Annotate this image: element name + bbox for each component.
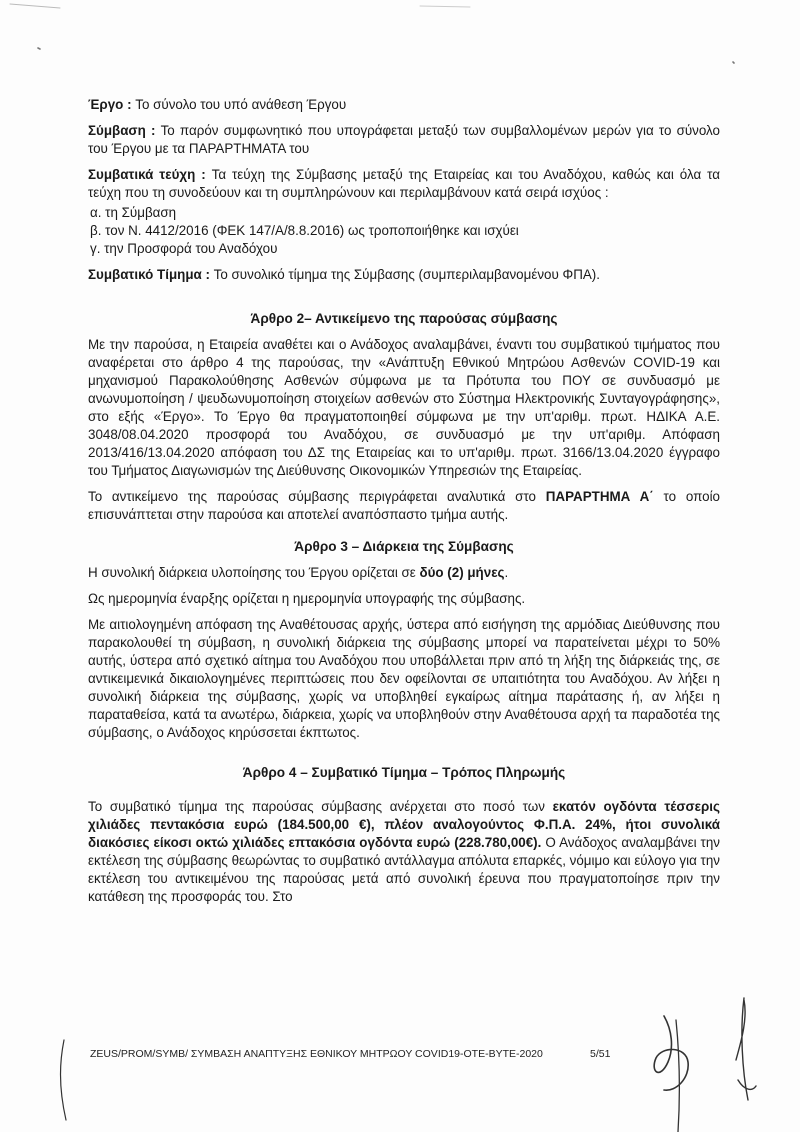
definition-separator: : — [123, 97, 136, 112]
list-item: γ. την Προσφορά του Αναδόχου — [90, 241, 278, 256]
definition-term: Συμβατικά τεύχη — [88, 167, 196, 182]
list-item: β. τον Ν. 4412/2016 (ΦΕΚ 147/Α/8.8.2016) ως τροποποιήθηκε και ισχύει — [90, 223, 519, 238]
contract-price: εκατόν ογδόντα τέσσερις χιλιάδες πεντακόσια ευρώ (184.500,00 €), πλέον αναλογούντος Φ.Π.Α. 24%, ήτοι συνολικά διακόσιες είκοσι οκτώ χιλιάδες επτακόσια ογδόντα ευρώ (228.780,00€). — [88, 799, 720, 850]
page-number: 5/51 — [590, 1048, 611, 1060]
article-3-paragraph-2: Ως ημερομηνία έναρξης ορίζεται η ημερομηνία υπογραφής της σύμβασης. — [88, 591, 526, 606]
annex-reference: ΠΑΡΑΡΤΗΜΑ Α΄ — [545, 489, 654, 504]
document-reference: ZEUS/PROM/SYMB/ ΣΥΜΒΑΣΗ ΑΝΑΠΤΥΞΗΣ ΕΘΝΙΚΟΥ ΜΗΤΡΩΟΥ COVID19-ΟΤΕ-ΒΥΤΕ-2020 — [90, 1048, 543, 1060]
definition-text: Το σύνολο του υπό ανάθεση Έργου — [135, 97, 347, 112]
paragraph-text: . — [504, 565, 509, 580]
article-3-paragraph-3: Με αιτιολογημένη απόφαση της Αναθέτουσας αρχής, ύστερα από εισήγηση της αρμόδιας Διεύθυνσης που παρακολουθεί τη σύμβαση, η συνολική διάρκεια της σύμβασης μπορεί να παρατείνεται μέχρι το 50% αυτής, ύστερα από σχετικό αίτημα του Αναδόχου που υποβάλλεται πριν από τη λήξη της διάρκειάς της, σε αντικειμενικά δικαιολογημένες περιπτώσεις που δεν οφείλονται σε υπαιτιότητα του Αναδόχου. Αν λήξει η συνολική διάρκεια της σύμβασης, χωρίς να υποβληθεί εγκαίρως αίτημα παράτασης ή, αν λήξει η παραταθείσα, κατά τα ανωτέρω, διάρκεια, χωρίς να υποβληθούν στην Αναθέτουσα αρχή τα παραδοτέα της σύμβασης, ο Ανάδοχος κηρύσσεται έκπτωτος. — [88, 617, 720, 740]
definition-text: Το συνολικό τίμημα της Σύμβασης (συμπεριλαμβανομένου ΦΠΑ). — [213, 267, 600, 282]
definition-term: Έργο — [88, 97, 124, 112]
definition-separator: : — [195, 167, 212, 182]
definition-text: Τα τεύχη της Σύμβασης μεταξύ της Εταιρείας και του Αναδόχου, καθώς και όλα τα τεύχη που τη συνοδεύουν και τη συμπληρώνουν και περιλαμβάνουν κατά σειρά ισχύος : — [88, 167, 720, 200]
definition-term: Σύμβαση — [88, 123, 146, 138]
paragraph-text: Ο Ανάδοχος αναλαμβάνει την εκτέλεση της σύμβασης θεωρώντας το συμβατικό αντάλλαγμα απόλυτα επαρκές, νόμιμο και εύλογο για την εκτέλεση του αντικειμένου της παρούσας μετά από συνολική έρευνα που πραγματοποίησε πριν την κατάθεση της προσφοράς του. Στο — [88, 835, 720, 904]
duration-value: δύο (2) μήνες — [419, 565, 505, 580]
article-2-heading: Άρθρο 2– Αντικείμενο της παρούσας σύμβασης — [250, 311, 558, 326]
definition-text: Το παρόν συμφωνητικό που υπογράφεται μεταξύ των συμβαλλομένων μερών για το σύνολο του Έργου με τα ΠΑΡΑΡΤΗΜΑΤΑ του — [88, 123, 721, 156]
paragraph-text: Το συμβατικό τίμημα της παρούσας σύμβασης ανέρχεται στο ποσό των — [88, 799, 553, 814]
paragraph-text: Το αντικείμενο της παρούσας σύμβασης περιγράφεται αναλυτικά στο — [88, 489, 546, 504]
list-item: α. τη Σύμβαση — [90, 205, 177, 220]
article-3-heading: Άρθρο 3 – Διάρκεια της Σύμβασης — [294, 539, 514, 554]
definition-term: Συμβατικό Τίμημα — [88, 267, 202, 282]
definition-separator: : — [201, 267, 214, 282]
definition-separator: : — [145, 123, 161, 138]
initials-mark — [654, 1016, 688, 1090]
article-4-heading: Άρθρο 4 – Συμβατικό Τίμημα – Τρόπος Πληρωμής — [242, 765, 566, 780]
article-2-paragraph-1: Με την παρούσα, η Εταιρεία αναθέτει και ο Ανάδοχος αναλαμβάνει, έναντι του συμβατικού τιμήματος που αναφέρεται στο άρθρο 4 της παρούσας, την «Ανάπτυξη Εθνικού Μητρώου Ασθενών COVID-19 και μηχανισμού Παρακολούθησης Ασθενών σύμφωνα με τα Πρότυπα του ΠΟΥ σε συνδυασμό με ανωνυμοποίηση / ψευδωνυμοποίηση στοιχείων ασθενών στο Σύστημα Ηλεκτρονικής Συνταγογράφησης», στο εξής «Έργο». Το Έργο θα πραγματοποιηθεί σύμφωνα με την υπ'αριθμ. πρωτ. ΗΔΙΚΑ Α.Ε. 3048/08.04.2020 προσφορά του Αναδόχου, σε συνδυασμό με την υπ'αριθμ. Απόφαση 2013/416/13.04.2020 απόφαση του ΔΣ της Εταιρείας και το υπ'αριθμ. πρωτ. 3166/13.04.2020 έγγραφο του Τμήματος Διαγωνισμών της Διεύθυνσης Οικονομικών Υπηρεσιών της Εταιρείας. — [88, 337, 720, 478]
paragraph-text: το οποίο επισυνάπτεται στην παρούσα και αποτελεί αναπόσπαστο τμήμα αυτής. — [88, 489, 720, 522]
left-margin-mark — [61, 1040, 67, 1120]
right-margin-signature — [736, 998, 756, 1100]
paragraph-text: Η συνολική διάρκεια υλοποίησης του Έργου ορίζεται σε — [88, 565, 420, 580]
